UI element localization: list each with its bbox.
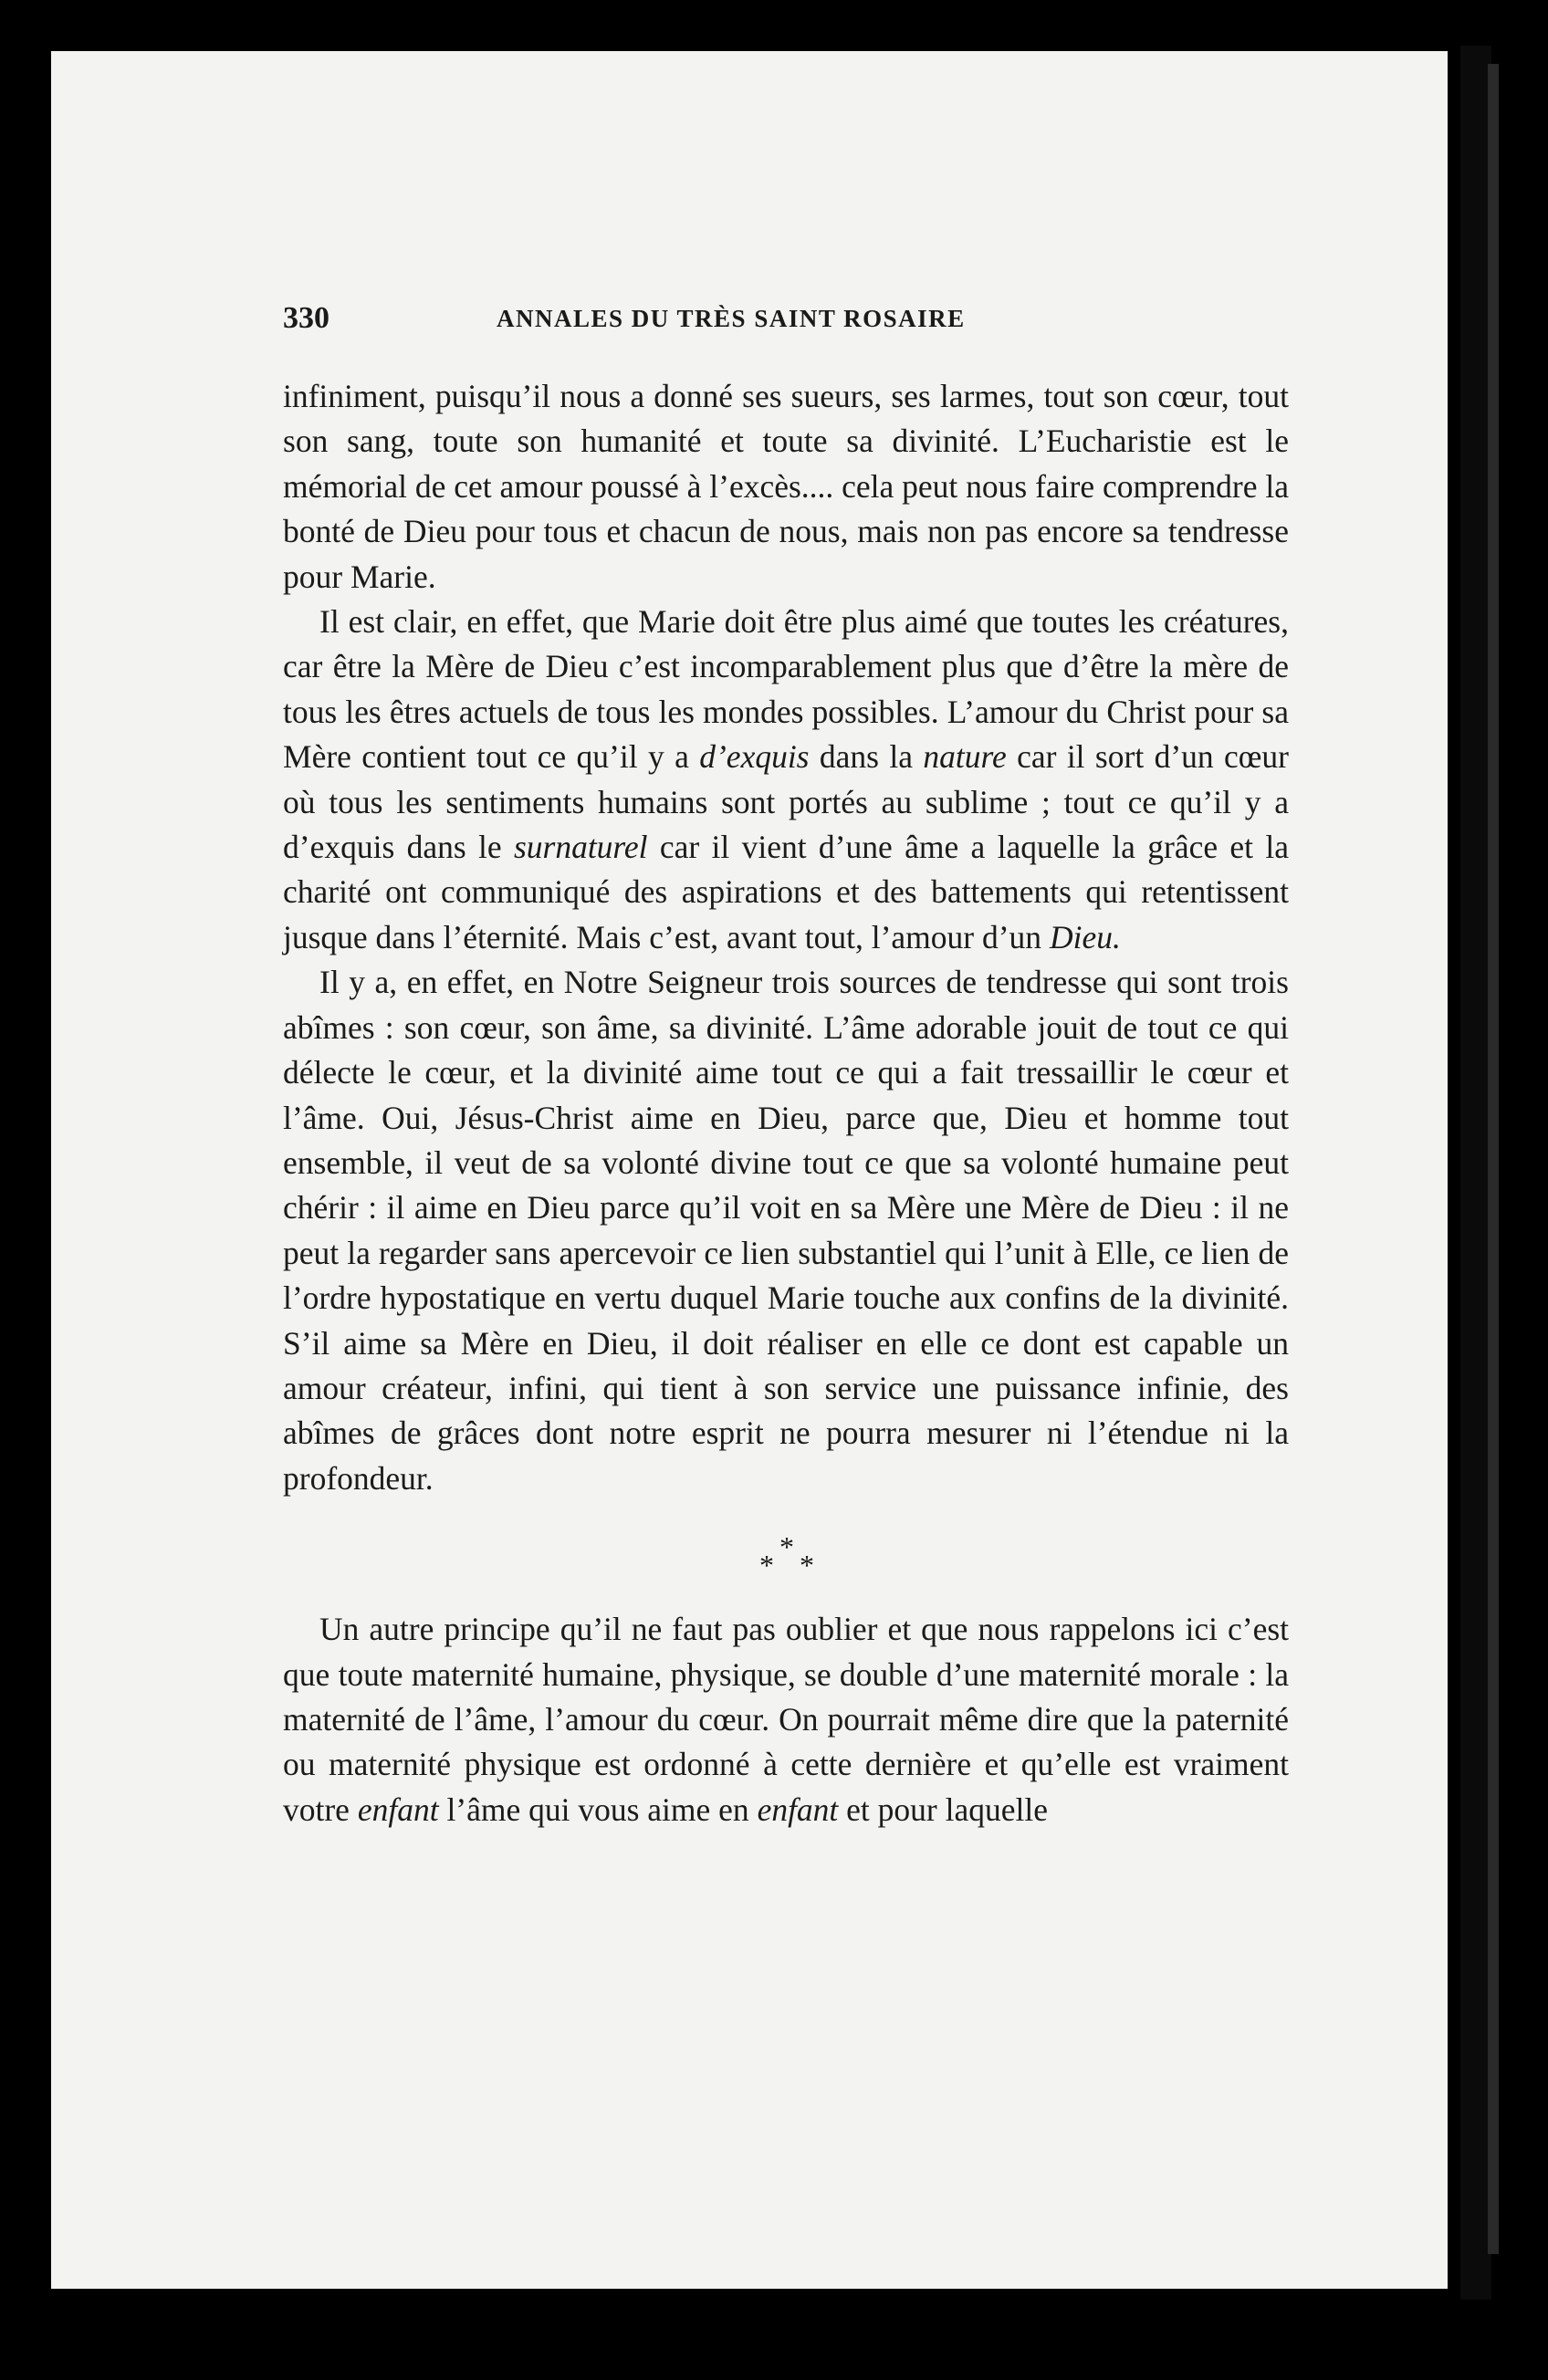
paragraph-4-text-c: et pour laquelle — [838, 1790, 1048, 1828]
page-edge-shadow — [1460, 46, 1491, 2300]
paragraph-4-text-b: l’âme qui vous aime en — [438, 1790, 758, 1828]
paragraph-3: Il y a, en effet, en Notre Seigneur trois sources de tendresse qui sont trois abîmes : son cœur, son âme, sa divinité. L’âme adorable jouit de tout ce qui délecte le cœur, et la divinité aime tout ce qui a fait tressaillir le cœur et l’âme. Oui, Jésus-Christ aime en Dieu, parce que, Dieu et homme tout ensemble, il veut de sa volonté divine tout ce que sa volonté humaine peut chérir : il aime en Dieu parce qu’il voit en sa Mère une Mère de Dieu : il ne peut la regarder sans apercevoir ce lien substantiel qui l’unit à Elle, ce lien de l’ordre hypostatique en vertu duquel Marie touche aux confins de la divinité. S’il aime sa Mère en Dieu, il doit réaliser en elle ce dont est capable un amour créateur, infini, qui tient à son service une puissance infinie, des abîmes de grâces dont notre esprit ne pourra mesurer ni l’étendue ni la profondeur. — [283, 964, 1289, 1497]
page-number: 330 — [283, 301, 329, 335]
paragraph-4 — [283, 1607, 1289, 1832]
body-text — [283, 374, 1289, 1832]
paragraph-2-text-d: car il vient d’une âme a laquelle la grâce et la charité ont communiqué des aspirations et des battements qui retentissent jusque dans l’éternité. Mais c’est, avant tout, l’amour d’un — [283, 829, 1289, 955]
paragraph-2-text-b: dans la — [809, 738, 924, 776]
italic-dieu: Dieu. — [1049, 918, 1121, 955]
italic-dexquis: d’exquis — [699, 738, 810, 776]
asterism-star-left: * — [759, 1549, 774, 1582]
asterism-star-right: * — [800, 1549, 814, 1582]
paragraph-2-text-a: Il est clair, en effet, que Marie doit être plus aimé que toutes les créatures, car être la Mère de Dieu c’est incomparablement plus que d’être la mère de tous les êtres actuels de tous les mondes possibles. L’amour du Christ pour sa Mère contient tout ce qu’il y a — [283, 603, 1289, 776]
asterism-star-top: * — [779, 1530, 794, 1564]
paragraph-1: infiniment, puisqu’il nous a donné ses sueurs, ses larmes, tout son cœur, tout son sang, toute son humanité et toute sa divinité. L’Eucharistie est le mémorial de cet amour poussé à l’excès.... cela peut nous faire comprendre la bonté de Dieu pour tous et chacun de nous, mais non pas encore sa tendresse pour Marie. — [283, 378, 1290, 595]
running-title: ANNALES DU TRÈS SAINT ROSAIRE — [497, 305, 966, 332]
italic-enfant-1: enfant — [357, 1790, 439, 1828]
page-header — [283, 301, 1296, 347]
paragraph-2-text-c: car il sort d’un cœur où tous les sentiments humains sont portés au sublime ; tout ce qu’il y a d’exquis dans le — [283, 738, 1289, 866]
page-edge-highlight — [1488, 64, 1499, 2254]
italic-surnaturel: surnaturel — [513, 829, 648, 866]
italic-enfant-2: enfant — [757, 1790, 839, 1828]
paragraph-4-text-a: Un autre principe qu’il ne faut pas oublier et que nous rappelons ici c’est que toute maternité humaine, physique, se double d’une maternité morale : la maternité de l’âme, l’amour du cœur. On pourrait même dire que la paternité ou maternité physique est ordonné à cette dernière et qu’elle est vraiment votre — [283, 1611, 1289, 1828]
paragraph-2 — [283, 600, 1289, 960]
section-asterism — [283, 1508, 1289, 1585]
italic-nature: nature — [923, 738, 1007, 776]
